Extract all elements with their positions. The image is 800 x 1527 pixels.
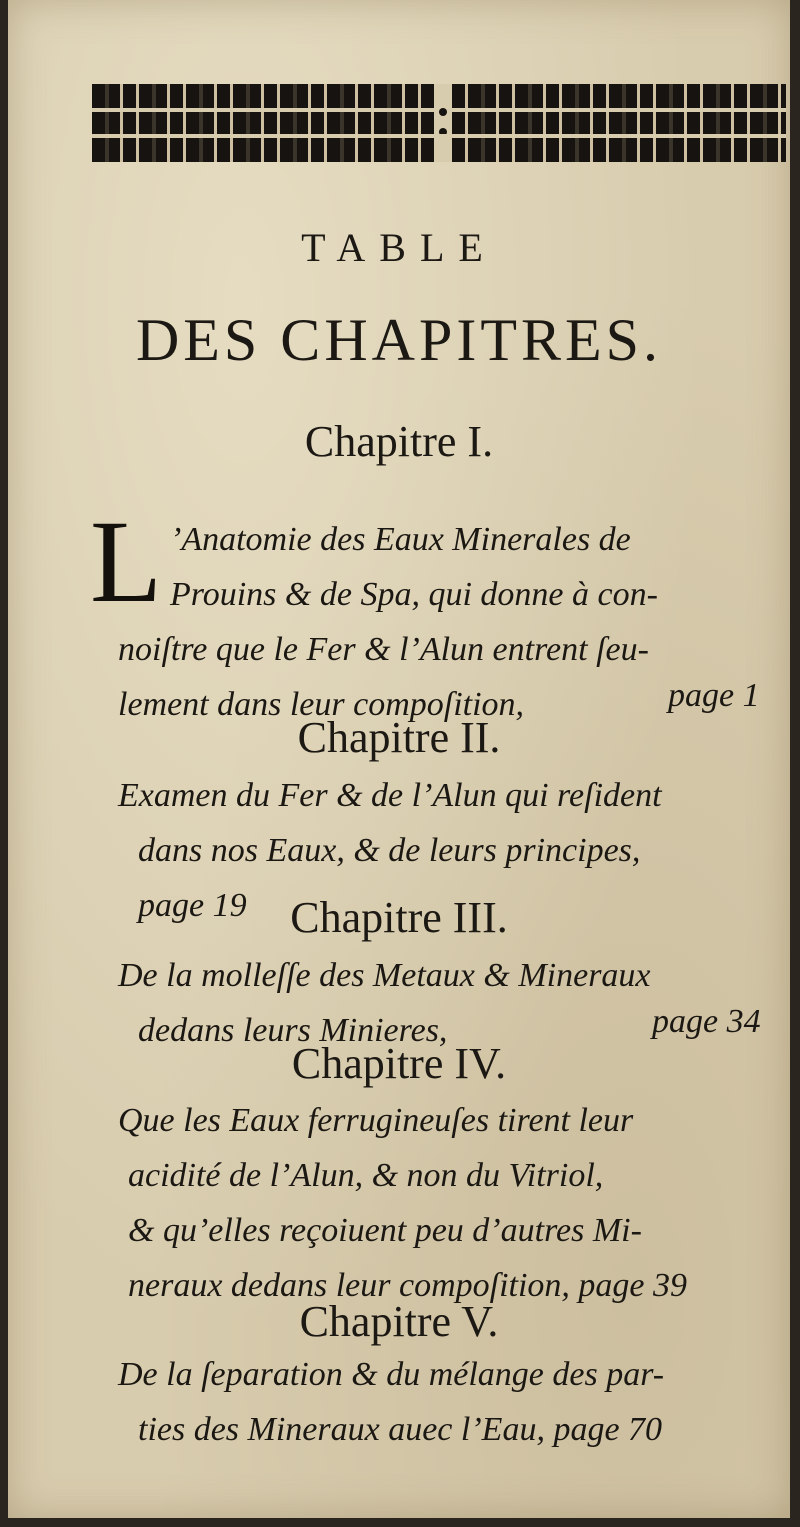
ornament-colon-divider <box>434 84 452 162</box>
chapter-4-line-3: & qu’elles reçoiuent peu d’autres Mi- <box>128 1212 642 1249</box>
chapter-title-3: Chapitre III. <box>290 893 508 942</box>
heading-des-chapitres: DES CHAPITRES. <box>135 307 663 373</box>
chapter-4-line-2: acidité de l’Alun, & non du Vitriol, <box>128 1157 604 1194</box>
chapter-1-line-2: Prouins & de Spa, qui donne à con- <box>170 576 658 613</box>
chapter-4-line-1: Que les Eaux ferrugineuſes tirent leur <box>118 1102 634 1139</box>
chapter-title-5: Chapitre V. <box>299 1297 499 1346</box>
chapter-title-1: Chapitre I. <box>304 417 494 466</box>
chapter-1-line-4: lement dans leur compoſition, <box>118 686 525 723</box>
chapter-2-line-3: page 19 <box>138 887 247 924</box>
chapter-title-4: Chapitre IV. <box>291 1039 507 1088</box>
book-page <box>8 0 790 1518</box>
chapter-4-line-4: neraux dedans leur compoſition, page 39 <box>128 1267 688 1304</box>
chapter-3-page-ref: page 34 <box>652 1003 761 1040</box>
chapter-2-line-2: dans nos Eaux, & de leurs principes, <box>138 832 641 869</box>
chapter-3-line-2: dedans leurs Minieres, <box>138 1012 448 1049</box>
chapter-1-line-3: noiſtre que le Fer & l’Alun entrent ſeu- <box>118 631 649 668</box>
heading-table: TABLE <box>301 225 497 270</box>
chapter-3-line-1: De la molleſſe des Metaux & Mineraux <box>118 957 651 994</box>
chapter-5-line-2: ties des Mineraux auec l’Eau, page 70 <box>138 1411 663 1448</box>
chapter-1-page-ref: page 1 <box>668 677 760 714</box>
chapter-title-2: Chapitre II. <box>297 713 501 762</box>
chapter-2-line-1: Examen du Fer & de l’Alun qui reſident <box>118 777 662 814</box>
chapter-1-line-1: ’Anatomie des Eaux Minerales de <box>170 521 631 558</box>
ornamental-header-band <box>92 84 786 162</box>
drop-cap-letter: L <box>90 496 163 627</box>
chapter-5-line-1: De la ſeparation & du mélange des par- <box>118 1356 665 1393</box>
